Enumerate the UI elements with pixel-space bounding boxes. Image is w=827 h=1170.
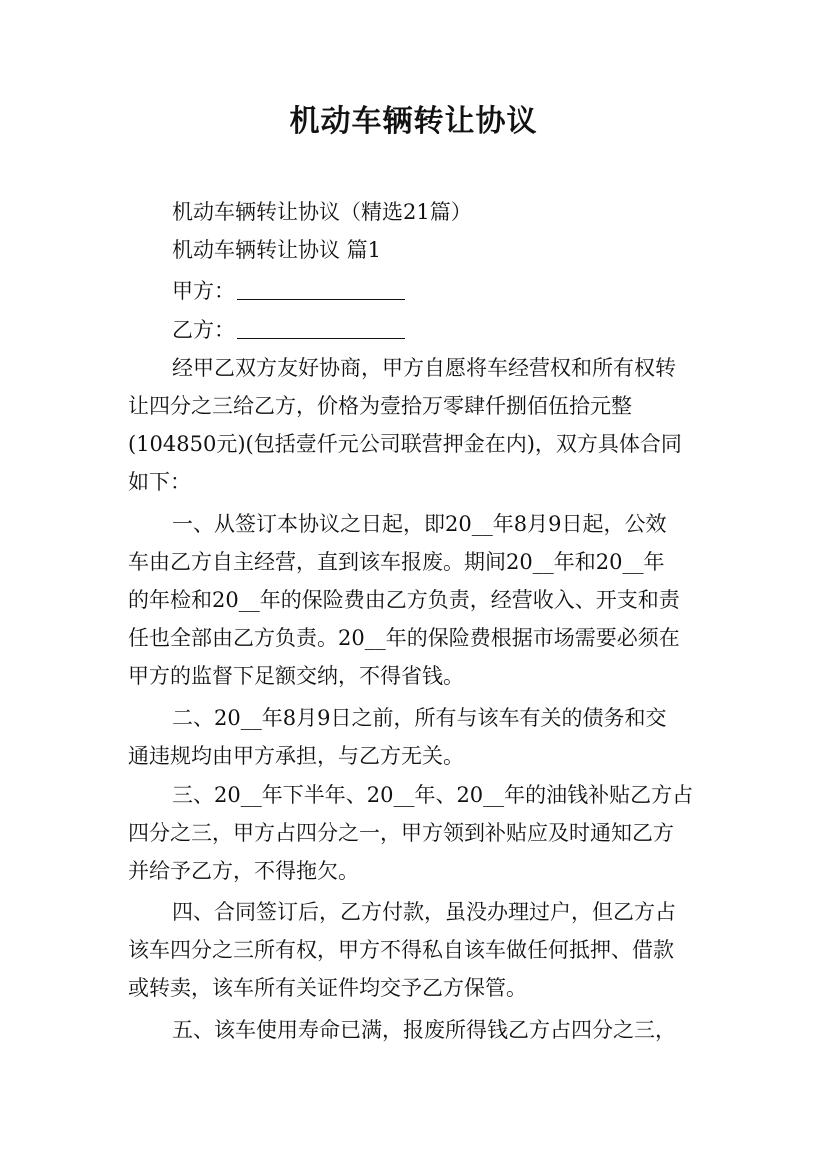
document-subtitle: 机动车辆转让协议（精选21篇） (172, 200, 472, 224)
paragraph-line: 甲方的监督下足额交纳，不得省钱。 (128, 664, 464, 688)
paragraph-line: 并给予乙方，不得拖欠。 (128, 859, 359, 883)
paragraph-line: 一、从签订本协议之日起，即20__年8月9日起，公效 (172, 512, 667, 536)
party-a-blank (237, 277, 405, 300)
party-b-label: 乙方： (172, 318, 235, 342)
party-b-line (172, 315, 405, 345)
paragraph-line: 三、20__年下半年、20__年、20__年的油钱补贴乙方占 (172, 783, 694, 807)
paragraph-line: 的年检和20__年的保险费由乙方负责，经营收入、开支和责 (128, 588, 680, 612)
party-b-blank (237, 316, 405, 339)
paragraph-line: 经甲乙双方友好协商，甲方自愿将车经营权和所有权转 (172, 356, 676, 380)
section-heading: 机动车辆转让协议 篇1 (172, 238, 382, 262)
paragraph-line: 任也全部由乙方负责。20__年的保险费根据市场需要必须在 (128, 626, 680, 650)
paragraph-line: 四分之三，甲方占四分之一，甲方领到补贴应及时通知乙方 (128, 821, 674, 845)
paragraph-line: 五、该车使用寿命已满，报废所得钱乙方占四分之三， (172, 1018, 676, 1042)
paragraph-line: 或转卖，该车所有关证件均交予乙方保管。 (128, 976, 527, 1000)
paragraph-line: 该车四分之三所有权，甲方不得私自该车做任何抵押、借款 (128, 938, 674, 962)
party-a-label: 甲方： (172, 279, 235, 303)
party-a-line (172, 276, 405, 306)
paragraph-line: 如下： (128, 470, 191, 494)
document-title: 机动车辆转让协议 (289, 104, 538, 139)
paragraph-line: (104850元)(包括壹仟元公司联营押金在内)，双方具体合同 (128, 432, 682, 456)
paragraph-line: 四、合同签订后，乙方付款，虽没办理过户，但乙方占 (172, 900, 676, 924)
paragraph-line: 二、20__年8月9日之前，所有与该车有关的债务和交 (172, 706, 667, 730)
paragraph-line: 车由乙方自主经营，直到该车报废。期间20__年和20__年 (128, 550, 665, 574)
paragraph-line: 让四分之三给乙方，价格为壹拾万零肆仟捌佰伍拾元整 (128, 394, 632, 418)
paragraph-line: 通违规均由甲方承担，与乙方无关。 (128, 744, 464, 768)
